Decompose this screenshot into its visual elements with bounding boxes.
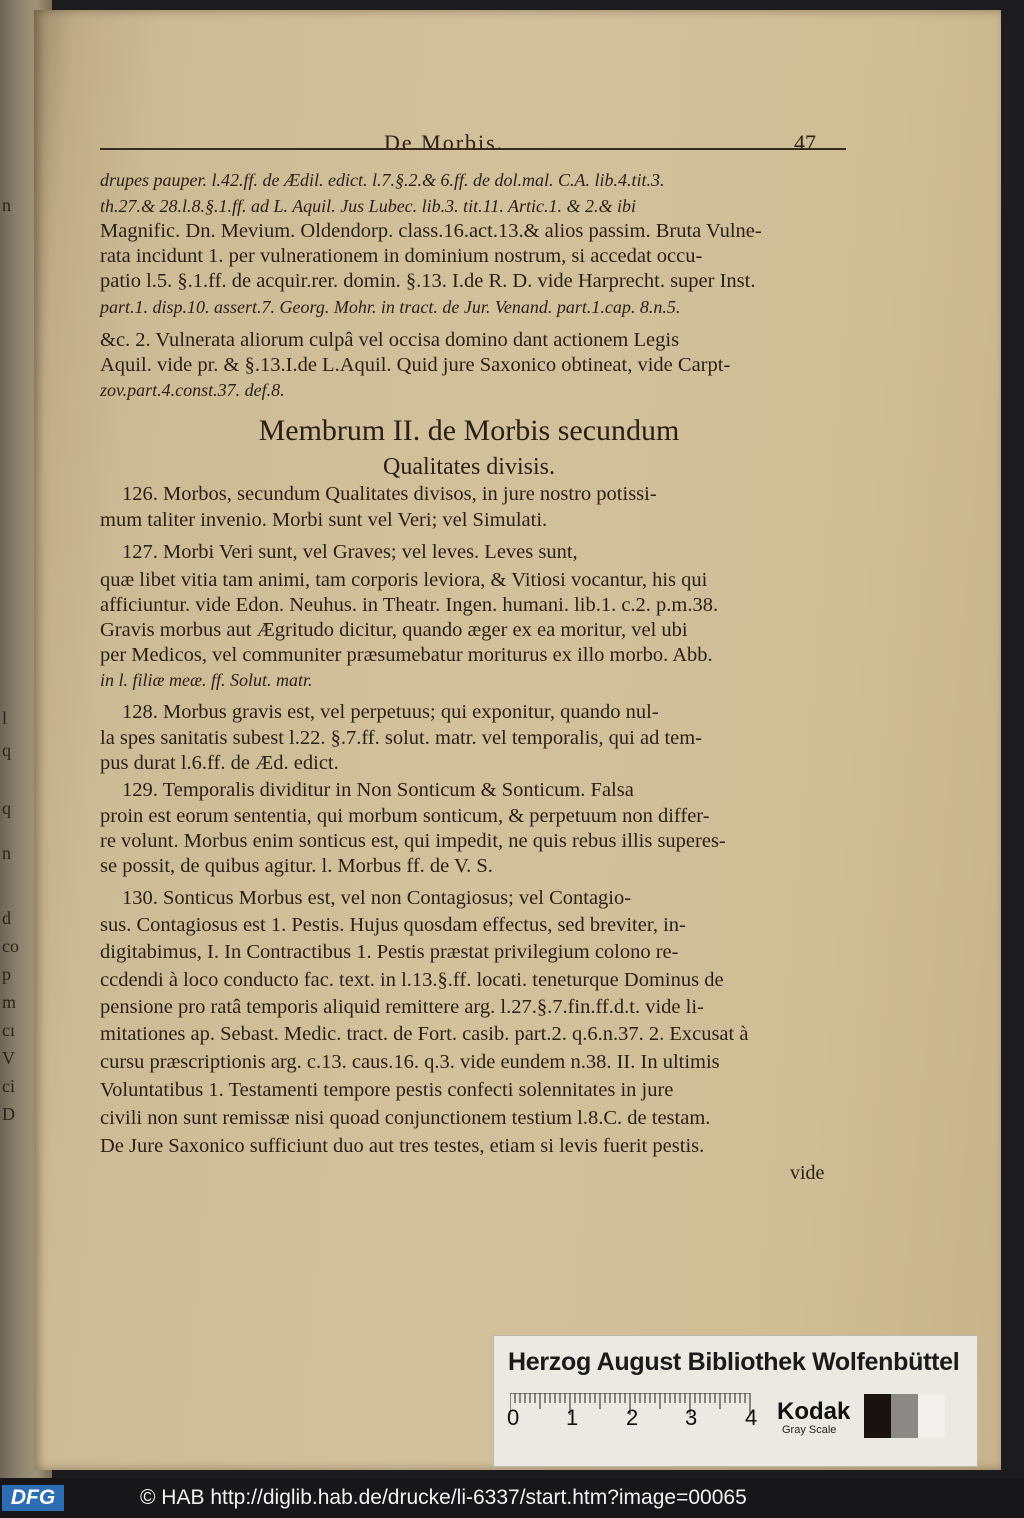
gray-scale-label: Gray Scale <box>782 1424 837 1436</box>
dfg-logo: DFG <box>2 1485 64 1511</box>
text-line: 128. Morbus gravis est, vel perpetuus; qui exponitur, quando nul- <box>122 701 659 723</box>
text-line: Gravis morbus aut Ægritudo dicitur, quando æger ex ea moritur, vel ubi <box>100 619 688 641</box>
text-line: sus. Contagiosus est 1. Pestis. Hujus quosdam effectus, sed breviter, in- <box>100 914 686 936</box>
head-rule <box>100 148 846 151</box>
scale-label: 4 <box>745 1405 758 1430</box>
credit-line: © HAB http://diglib.hab.de/drucke/li-6337/start.htm?image=00065 <box>140 1486 747 1509</box>
prev-page-fragment: ci <box>2 1076 15 1096</box>
text-line: 126. Morbos, secundum Qualitates divisos, in jure nostro potissi- <box>122 483 657 505</box>
text-line: mitationes ap. Sebast. Medic. tract. de Fort. casib. part.2. q.6.n.37. 2. Excusat à <box>100 1023 749 1045</box>
text-line: Voluntatibus 1. Testamenti tempore pestis confecti solennitates in jure <box>100 1079 674 1101</box>
prev-page-fragment: l <box>2 708 8 728</box>
gray-patch <box>918 1394 945 1438</box>
gray-patch <box>891 1394 918 1438</box>
prev-page-fragment: n <box>2 843 11 863</box>
color-target <box>493 1335 978 1467</box>
text-line: mum taliter invenio. Morbi sunt vel Veri; vel Simulati. <box>100 509 548 531</box>
footer-bar <box>0 1478 1024 1518</box>
text-line: part.1. disp.10. assert.7. Georg. Mohr. in tract. de Jur. Venand. part.1.cap. 8.n.5. <box>100 297 681 317</box>
text-line: civili non sunt remissæ nisi quoad conjunctionem testium l.8.C. de testam. <box>100 1107 711 1129</box>
prev-page-fragment: q <box>2 740 11 760</box>
gray-patch <box>864 1394 891 1438</box>
prev-page-fragment: q <box>2 798 11 818</box>
text-line: ccdendi à loco conducto fac. text. in l.13.§.ff. locati. teneturque Dominus de <box>100 969 724 991</box>
text-line: patio l.5. §.1.ff. de acquir.rer. domin. §.13. I.de R. D. vide Harprecht. super Inst. <box>100 270 756 292</box>
text-line: cursu præscriptionis arg. c.13. caus.16. q.3. vide eundem n.38. II. In ultimis <box>100 1051 720 1073</box>
prev-page-fragment: m <box>2 992 17 1012</box>
scale-label: 0 <box>507 1405 520 1430</box>
text-line: pus durat l.6.ff. de Æd. edict. <box>100 752 339 774</box>
text-line: drupes pauper. l.42.ff. de Ædil. edict. l.7.§.2.& 6.ff. de dol.mal. C.A. lib.4.tit.3. <box>100 170 665 190</box>
text-line: re volunt. Morbus enim sonticus est, qui impedit, ne quis rebus illis superes- <box>100 830 726 852</box>
prev-page-fragment: co <box>2 936 19 956</box>
text-line: th.27.& 28.l.8.§.1.ff. ad L. Aquil. Jus Lubec. lib.3. tit.11. Artic.1. & 2.& ibi <box>100 196 637 216</box>
text-line: 130. Sonticus Morbus est, vel non Contagiosus; vel Contagio- <box>122 887 632 909</box>
text-line: per Medicos, vel communiter præsumebatur moriturus ex illo morbo. Abb. <box>100 644 713 666</box>
text-line: De Jure Saxonico sufficiunt duo aut tres testes, etiam si levis fuerit pestis. <box>100 1135 705 1157</box>
target-title: Herzog August Bibliothek Wolfenbüttel <box>508 1348 960 1376</box>
text-line: la spes sanitatis subest l.22. §.7.ff. solut. matr. vel temporalis, qui ad tem- <box>100 727 703 749</box>
section-subheading: Qualitates divisis. <box>383 454 555 480</box>
text-line: zov.part.4.const.37. def.8. <box>100 380 285 400</box>
catchword: vide <box>790 1162 825 1184</box>
text-line: Aquil. vide pr. & §.13.I.de L.Aquil. Quid jure Saxonico obtineat, vide Carpt- <box>100 354 731 376</box>
text-line: 129. Temporalis dividitur in Non Sonticum & Sonticum. Falsa <box>122 779 634 801</box>
scale-label: 3 <box>685 1405 698 1430</box>
running-title: De Morbis. <box>384 130 505 155</box>
prev-page-fragment: cı <box>2 1020 15 1040</box>
text-line: afficiuntur. vide Edon. Neuhus. in Theatr. Ingen. humani. lib.1. c.2. p.m.38. <box>100 594 719 616</box>
text-line: &c. 2. Vulnerata aliorum culpâ vel occisa domino dant actionem Legis <box>100 329 680 351</box>
prev-page-fragment: V <box>2 1048 15 1068</box>
prev-page-fragment: p <box>2 964 11 984</box>
text-line: in l. filiæ meæ. ff. Solut. matr. <box>100 670 313 690</box>
text-line: digitabimus, I. In Contractibus 1. Pestis præstat privilegium colono re- <box>100 941 679 963</box>
kodak-logo: Kodak <box>777 1398 851 1425</box>
section-heading: Membrum II. de Morbis secundum <box>258 414 680 447</box>
prev-page-fragment: d <box>2 908 11 928</box>
text-line: se possit, de quibus agitur. l. Morbus ff. de V. S. <box>100 855 493 877</box>
scale-label: 1 <box>566 1405 579 1430</box>
text-line: 127. Morbi Veri sunt, vel Graves; vel leves. Leves sunt, <box>122 541 578 563</box>
book-page <box>34 10 1001 1470</box>
text-line: proin est eorum sententia, qui morbum sonticum, & perpetuum non differ- <box>100 805 710 827</box>
prev-page-fragment: n <box>2 195 11 215</box>
text-line: pensione pro ratâ temporis aliquid remittere arg. l.27.§.7.fin.ff.d.t. vide li- <box>100 996 704 1018</box>
text-line: Magnific. Dn. Mevium. Oldendorp. class.16.act.13.& alios passim. Bruta Vulne- <box>100 220 762 242</box>
prev-page-fragment: D <box>2 1104 15 1124</box>
text-line: rata incidunt 1. per vulnerationem in dominium nostrum, si accedat occu- <box>100 245 703 267</box>
running-head <box>34 130 1001 160</box>
scale-label: 2 <box>626 1405 639 1430</box>
scale-ruler <box>507 1393 760 1431</box>
page-number: 47 <box>794 130 816 155</box>
text-line: quæ libet vitia tam animi, tam corporis leviora, & Vitiosi vocantur, his qui <box>100 569 708 591</box>
